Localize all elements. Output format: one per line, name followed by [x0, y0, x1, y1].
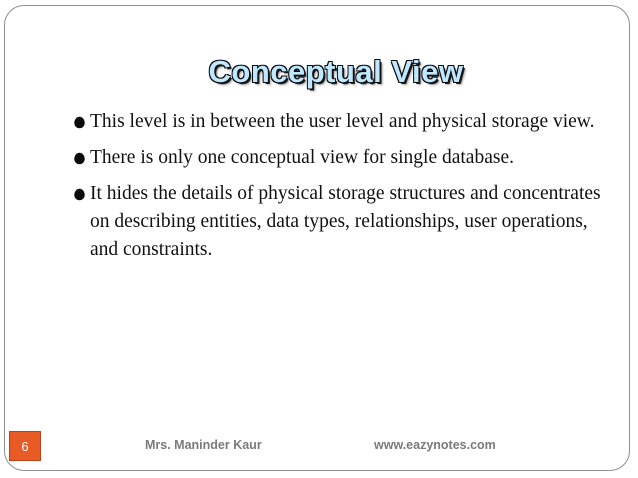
page-number: 6: [9, 431, 41, 461]
bullet-text: This level is in between the user level and physical storage view.: [90, 111, 595, 132]
footer-author: Mrs. Maninder Kaur: [145, 438, 262, 452]
bullet-item: [74, 108, 608, 136]
bullet-dot-icon: [74, 117, 84, 129]
bullet-dot-icon: [74, 189, 84, 201]
bullet-item: [74, 180, 608, 264]
bullet-text: It hides the details of physical storage structures and concentrates on describing entities, data types, relationships, user operations, and constraints.: [90, 183, 601, 260]
slide-title: Conceptual View: [208, 54, 464, 89]
footer-website: www.eazynotes.com: [374, 438, 496, 452]
bullet-text: There is only one conceptual view for single database.: [90, 147, 514, 168]
bullet-item: [74, 144, 608, 172]
bullet-dot-icon: [74, 153, 84, 165]
bullet-list: [74, 108, 608, 272]
